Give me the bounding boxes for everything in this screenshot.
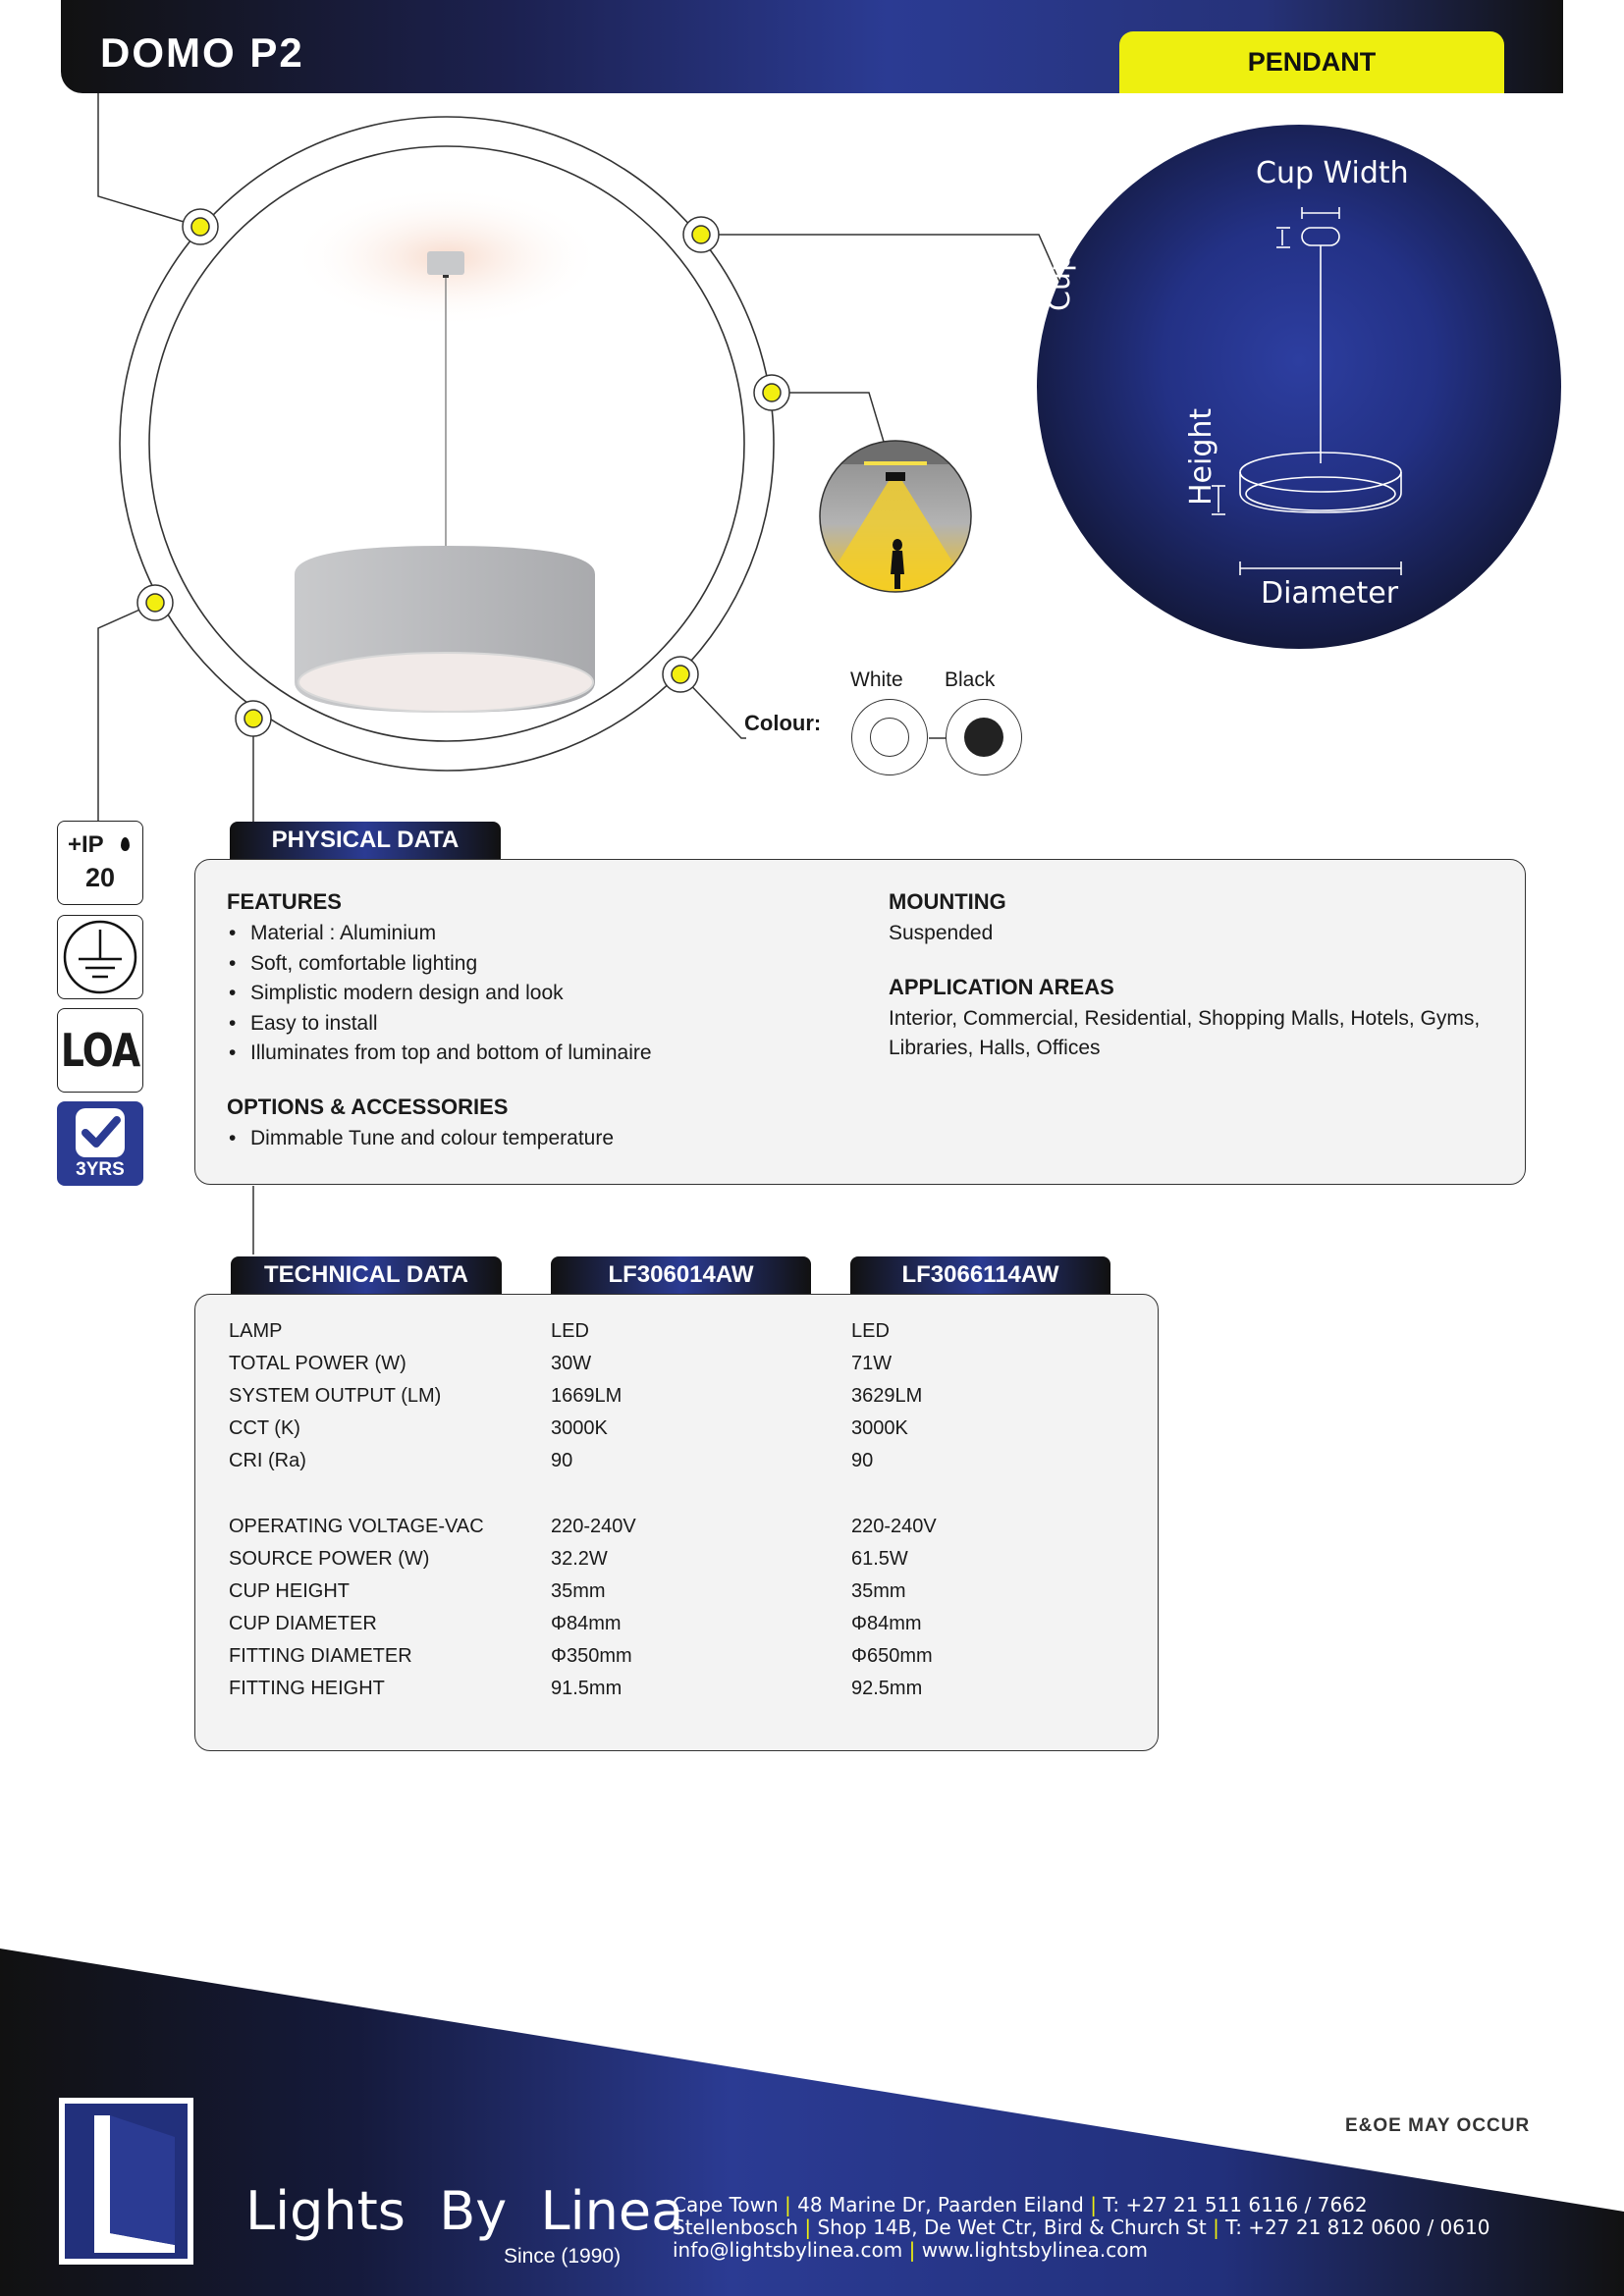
spec-value-2: 71W <box>851 1353 893 1374</box>
cup-width-label: Cup Width <box>1256 156 1409 190</box>
footer <box>0 1949 1624 2296</box>
colour-swatch-white[interactable] <box>851 699 928 775</box>
table-row <box>229 1417 1171 1450</box>
spec-value-2: LED <box>851 1320 890 1342</box>
contact-line: info@lightsbylinea.com | www.lightsbylinea.com <box>673 2238 1148 2262</box>
feature-item: • Easy to install <box>227 1009 855 1040</box>
black-dot <box>964 718 1003 757</box>
ip-rating-icon <box>57 821 143 905</box>
brand-name: Lights By Linea <box>245 2180 684 2242</box>
spec-value-1: 30W <box>551 1353 592 1374</box>
ip-prefix: +IP <box>68 831 104 858</box>
table-row <box>229 1678 1171 1710</box>
loa-icon <box>57 1008 143 1093</box>
spec-name: CUP HEIGHT <box>229 1580 350 1602</box>
technical-data-tab: TECHNICAL DATA <box>231 1256 502 1294</box>
address-line-2: Stellenbosch | Shop 14B, De Wet Ctr, Bird & Church St | T: +27 21 812 0600 / 0610 <box>673 2216 1490 2239</box>
water-drop-icon <box>121 837 130 851</box>
mounting-section <box>889 889 1517 1064</box>
feature-item: • Material : Aluminium <box>227 919 855 949</box>
spec-value-1: 91.5mm <box>551 1678 623 1699</box>
table-row <box>229 1353 1171 1385</box>
address-line-1: Cape Town | 48 Marine Dr, Paarden Eiland | T: +27 21 511 6116 / 7662 <box>673 2193 1368 2216</box>
spec-value-2: 3629LM <box>851 1385 923 1407</box>
warranty-icon <box>57 1101 143 1186</box>
city: Cape Town <box>673 2193 779 2216</box>
colour-option-black-label: Black <box>945 668 996 691</box>
white-dot <box>870 718 909 757</box>
spec-value-2: 61.5W <box>851 1548 908 1570</box>
eoe-notice: E&OE MAY OCCUR <box>1345 2115 1531 2136</box>
spec-value-1: Φ84mm <box>551 1613 622 1634</box>
diameter-label: Diameter <box>1261 576 1399 611</box>
colour-option-white-label: White <box>850 668 903 691</box>
application-line: Libraries, Halls, Offices <box>889 1037 1101 1059</box>
table-row <box>229 1450 1171 1482</box>
feature-item: • Soft, comfortable lighting <box>227 949 855 980</box>
feature-item: • Illuminates from top and bottom of luminaire <box>227 1039 855 1069</box>
loa-text: LOA <box>60 1024 140 1077</box>
spec-value-1: Φ350mm <box>551 1645 632 1667</box>
colour-swatch-black[interactable] <box>946 699 1022 775</box>
table-row <box>229 1613 1171 1645</box>
phone: T: +27 21 511 6116 / 7662 <box>1103 2193 1368 2216</box>
spec-value-1: 35mm <box>551 1580 606 1602</box>
spec-name: CRI (Ra) <box>229 1450 306 1471</box>
spec-name: CCT (K) <box>229 1417 300 1439</box>
website-link[interactable]: www.lightsbylinea.com <box>921 2238 1148 2262</box>
phone: T: +27 21 812 0600 / 0610 <box>1225 2216 1490 2239</box>
spec-name: SOURCE POWER (W) <box>229 1548 430 1570</box>
table-row <box>229 1580 1171 1613</box>
ip-value: 20 <box>84 863 116 892</box>
product-title: DOMO P2 <box>100 29 304 76</box>
mounting-value: Suspended <box>889 922 994 944</box>
table-row <box>229 1516 1171 1548</box>
warranty-text: 3YRS <box>76 1159 125 1180</box>
technical-table <box>229 1320 1152 1733</box>
ground-symbol-icon <box>58 916 142 998</box>
feature-item: • Simplistic modern design and look <box>227 979 855 1009</box>
features-heading: FEATURES <box>227 889 342 914</box>
mounting-heading: MOUNTING <box>889 889 1006 914</box>
technical-data-panel <box>194 1294 1159 1751</box>
brand-since: Since (1990) <box>504 2245 622 2268</box>
checkmark-icon <box>58 1102 142 1161</box>
application-heading: APPLICATION AREAS <box>889 974 1114 999</box>
cup-height-label: Cup Height <box>1043 146 1078 311</box>
spec-value-2: 90 <box>851 1450 874 1471</box>
model-tab-1: LF306014AW <box>551 1256 811 1294</box>
spec-value-2: Φ84mm <box>851 1613 922 1634</box>
earth-ground-icon <box>57 915 143 999</box>
spec-name: CUP DIAMETER <box>229 1613 377 1634</box>
colour-label: Colour: <box>744 711 822 735</box>
physical-data-tab: PHYSICAL DATA <box>230 822 501 859</box>
email-link[interactable]: info@lightsbylinea.com <box>673 2238 903 2262</box>
spec-value-1: 220-240V <box>551 1516 636 1537</box>
spec-value-2: 35mm <box>851 1580 906 1602</box>
spec-value-1: 1669LM <box>551 1385 623 1407</box>
spec-name: OPERATING VOLTAGE-VAC <box>229 1516 484 1537</box>
spec-value-2: 92.5mm <box>851 1678 923 1699</box>
pendant-outline <box>1037 125 1561 649</box>
spec-name: SYSTEM OUTPUT (LM) <box>229 1385 442 1407</box>
table-row <box>229 1320 1171 1353</box>
spec-value-2: 3000K <box>851 1417 908 1439</box>
dimension-diagram <box>1037 125 1561 649</box>
options-heading: OPTIONS & ACCESSORIES <box>227 1094 509 1119</box>
city: Stellenbosch <box>673 2216 798 2239</box>
address: Shop 14B, De Wet Ctr, Bird & Church St <box>817 2216 1207 2239</box>
height-label: Height <box>1184 407 1218 506</box>
spec-value-1: 32.2W <box>551 1548 608 1570</box>
spec-value-2: 220-240V <box>851 1516 937 1537</box>
category-badge: PENDANT <box>1119 31 1504 93</box>
spec-name: TOTAL POWER (W) <box>229 1353 406 1374</box>
spec-value-1: 90 <box>551 1450 573 1471</box>
spec-name: FITTING DIAMETER <box>229 1645 412 1667</box>
application-line: Interior, Commercial, Residential, Shopping Malls, Hotels, Gyms, <box>889 1006 1481 1030</box>
spec-name: FITTING HEIGHT <box>229 1678 385 1699</box>
spec-value-1: 3000K <box>551 1417 608 1439</box>
features-section <box>227 889 855 1153</box>
model-tab-2: LF3066114AW <box>850 1256 1110 1294</box>
option-item: • Dimmable Tune and colour temperature <box>227 1124 855 1154</box>
spec-name: LAMP <box>229 1320 283 1342</box>
linea-logo-icon <box>59 2098 196 2267</box>
spec-value-2: Φ650mm <box>851 1645 933 1667</box>
table-row <box>229 1645 1171 1678</box>
table-row <box>229 1385 1171 1417</box>
address: 48 Marine Dr, Paarden Eiland <box>797 2193 1084 2216</box>
spec-value-1: LED <box>551 1320 589 1342</box>
physical-data-panel <box>194 859 1526 1185</box>
table-row <box>229 1548 1171 1580</box>
